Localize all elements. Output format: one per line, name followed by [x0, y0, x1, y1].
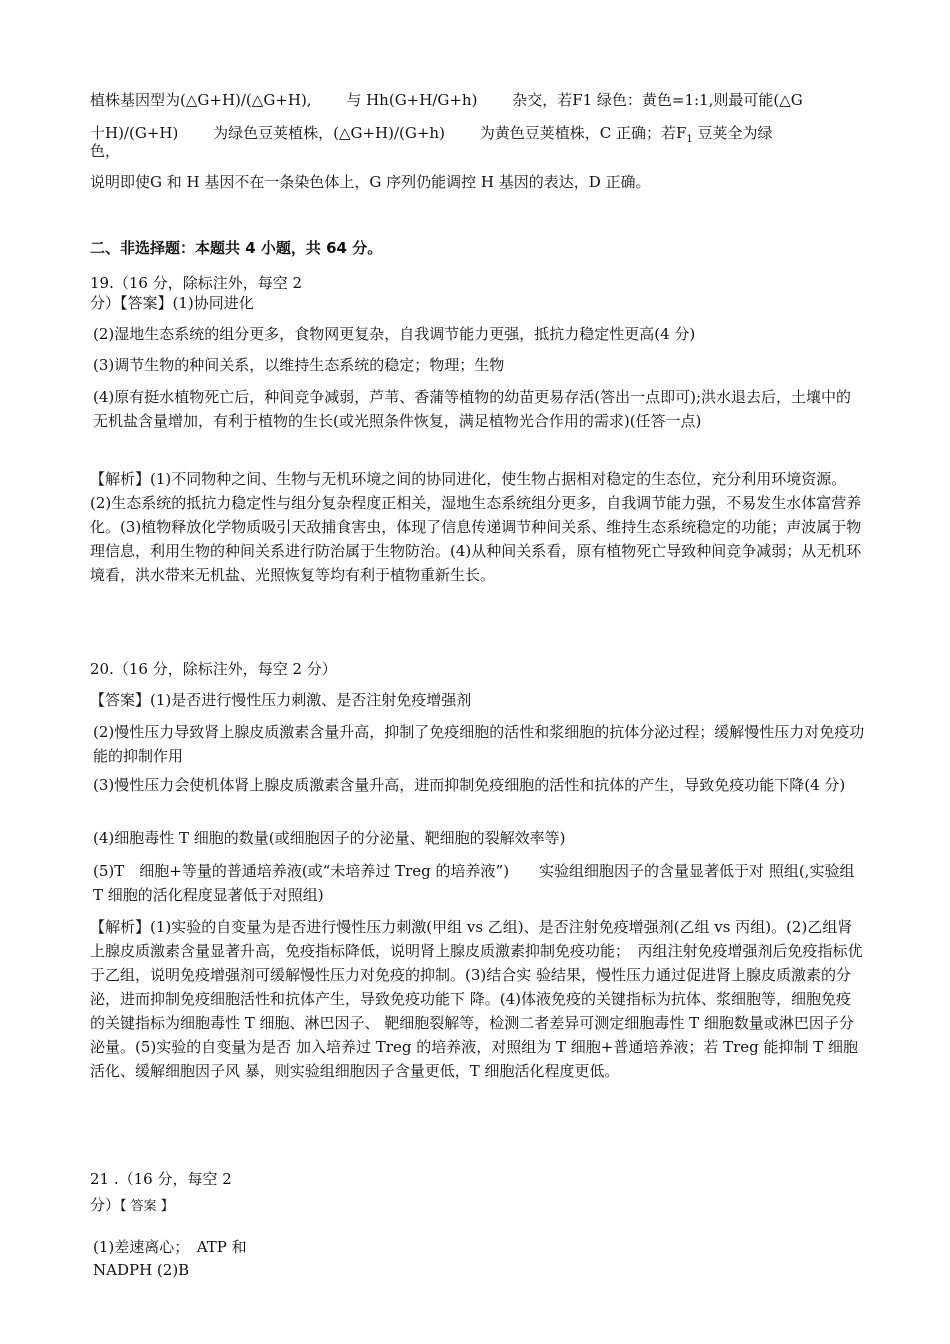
q19-header-line-1: 19.（16 分，除标注外，每空 2 [90, 274, 303, 292]
q21-answer-1-line-1: (1)差速离心； ATP 和 [93, 1238, 247, 1256]
q19-header-line-2: 分）【答案】(1)协同进化 [90, 294, 254, 312]
top-line-2-subscript: 1 [686, 134, 693, 145]
q21-answer-1-line-2: NADPH (2)B [93, 1261, 190, 1279]
top-line-1: 植株基因型为(△G+H)/(△G+H), 与 Hh(G+H/G+h) 杂交，若F1 绿色：黄色=1:1,则最可能(△G [90, 91, 803, 109]
q21-header-prefix: 分） [90, 1196, 121, 1214]
q19-analysis: 【解析】(1)不同物种之间、生物与无机环境之间的协同进化，使生物占据相对稳定的生态位，充分利用环境资源。(2)生态系统的抵抗力稳定性与组分复杂程度正相关，湿地生态系统组分更多，自我调节能力强，不易发生水体富营养化。(3)植物释放化学物质吸引天敌捕食害虫，体现了信息传递调节种间关系、维持生态系统稳定的功能；声波属于物理信息，利用生物的种间关系进行防治属于生物防治。(4)从种间关系看，原有植物死亡导致种间竞争减弱；从无机环境看，洪水带来无机盐、光照恢复等均有利于植物重新生长。 [90, 470, 862, 584]
q21-answer-label: 【 答案 】 [120, 1199, 174, 1214]
top-line-3: 色， [90, 142, 121, 160]
q20-answer-3: (3)慢性压力会使机体肾上腺皮质激素含量升高，进而抑制免疫细胞的活性和抗体的产生，导致免疫功能下降(4 分) [93, 776, 846, 794]
q20-answer-1: 【答案】(1)是否进行慢性压力刺激、是否注射免疫增强剂 [90, 691, 472, 709]
section-heading: 二、非选择题：本题共 4 小题，共 64 分。 [90, 239, 383, 257]
q19-answer-3: (3)调节生物的种间关系，以维持生态系统的稳定；物理；生物 [93, 356, 505, 374]
top-line-4: 说明即使G 和 H 基因不在一条染色体上，G 序列仍能调控 H 基因的表达，D 正确。 [90, 173, 651, 191]
q19-answer-4: (4)原有挺水植物死亡后，种间竞争减弱，芦苇、香蒲等植物的幼苗更易存活(答出一点即可);洪水退去后，土壤中的无机盐含量增加，有利于植物的生长(或光照条件恢复，满足植物光合作用的需求)(任答一点) [93, 388, 852, 430]
q20-analysis: 【解析】(1)实验的自变量为是否进行慢性压力刺激(甲组 vs 乙组)、是否注射免疫增强剂(乙组 vs 丙组)。(2)乙组肾上腺皮质激素含量显著升高，免疫指标降低，说明肾上腺皮质激素抑制免疫功能； 丙组注射免疫增强剂后免疫指标优于乙组，说明免疫增强剂可缓解慢性压力对免疫的抑制。(3)结合实 验结果，慢性压力通过促进肾上腺皮质激素的分泌，进而抑制免疫细胞活性和抗体产生，导致免疫功能下 降。(4)体液免疫的关键指标为抗体、浆细胞等，细胞免疫的关键指标为细胞毒性 T 细胞、淋巴因子、 靶细胞裂解等，检测二者差异可测定细胞毒性 T 细胞数量或淋巴因子分泌量。(5)实验的自变量为是否 加入培养过 Treg 的培养液，对照组为 T 细胞+普通培养液；若 Treg 能抑制 T 细胞活化、缓解细胞因子风 暴，则实验组细胞因子含量更低，T 细胞活化程度更低。 [90, 918, 863, 1080]
q21-header-line-2 [90, 1193, 865, 1219]
q21-header-line-1: 21 .（16 分，每空 2 [90, 1170, 232, 1188]
top-line-2-text-b: 豆荚全为绿 [692, 124, 773, 142]
q20-answer-4: (4)细胞毒性 T 细胞的数量(或细胞因子的分泌量、靶细胞的裂解效率等) [93, 829, 566, 847]
q20-header: 20.（16 分，除标注外，每空 2 分） [90, 660, 337, 678]
top-line-2-text-a: 十H)/(G+H) 为绿色豆荚植株，(△G+H)/(G+h) 为黄色豆荚植株，C 正确；若F [90, 124, 687, 142]
q20-answer-2: (2)慢性压力导致肾上腺皮质激素含量升高，抑制了免疫细胞的活性和浆细胞的抗体分泌过程；缓解慢性压力对免疫功能的抑制作用 [93, 723, 865, 765]
q19-answer-2: (2)湿地生态系统的组分更多，食物网更复杂，自我调节能力更强，抵抗力稳定性更高(4 分) [93, 325, 696, 343]
q20-answer-5: (5)T 细胞+等量的普通培养液(或“未培养过 Treg 的培养液”) 实验组细胞因子的含量显著低于对 照组(,实验组 T 细胞的活化程度显著低于对照组) [93, 862, 855, 904]
